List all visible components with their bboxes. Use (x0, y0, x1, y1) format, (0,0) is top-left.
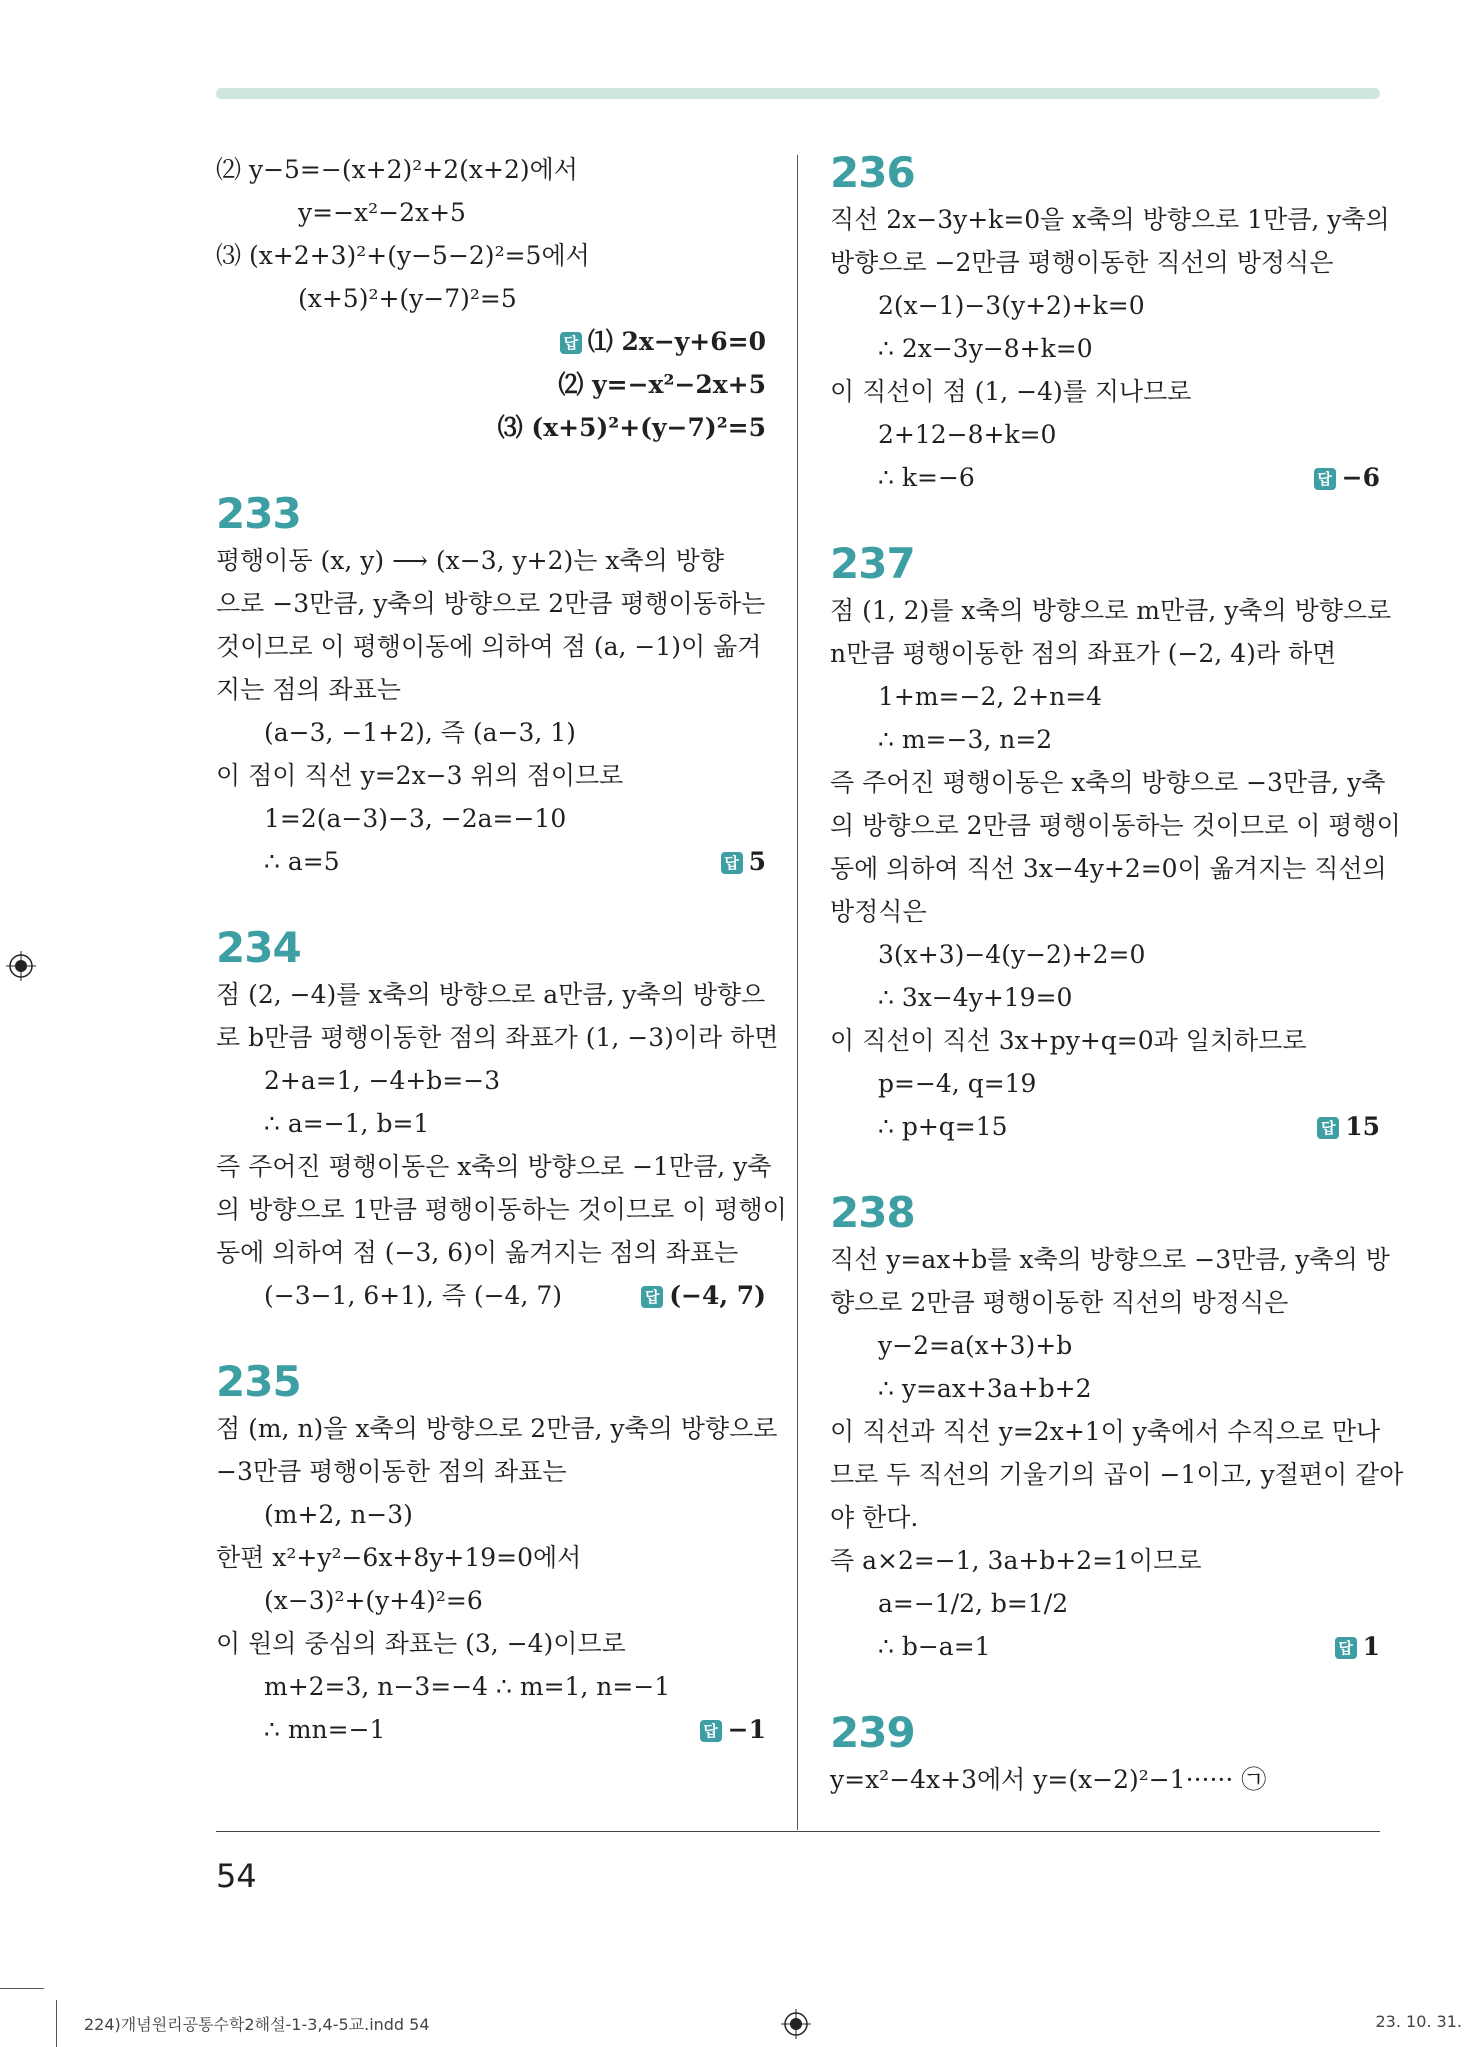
answer-tag: 답 (1335, 1637, 1357, 1659)
solution-line (216, 1665, 766, 1708)
line-text: 즉 주어진 평행이동은 x축의 방향으로 −1만큼, y축 (216, 1152, 772, 1181)
solution-line (216, 277, 766, 320)
answer-tag: 답 (1314, 468, 1336, 490)
column-divider (797, 155, 798, 1830)
answer-value: −1 (727, 1715, 766, 1744)
answer-tag: 답 (560, 332, 582, 354)
solution-line (830, 890, 1380, 933)
solution-line (830, 198, 1390, 241)
problem-number: 236 (830, 148, 915, 197)
line-text: (x+5)²+(y−7)²=5 (298, 284, 517, 313)
solution-line (830, 413, 1380, 456)
line-text: p=−4, q=19 (878, 1069, 1037, 1098)
solution-line (216, 797, 766, 840)
answer-tag: 답 (721, 852, 743, 874)
line-text: 의 방향으로 2만큼 평행이동하는 것이므로 이 평행이 (830, 811, 1401, 840)
answer-box (721, 840, 766, 883)
solution-line (830, 1758, 1380, 1801)
line-text: 향으로 2만큼 평행이동한 직선의 방정식은 (830, 1288, 1289, 1317)
answer-box (1335, 1625, 1380, 1668)
solution-line (216, 1622, 766, 1665)
solution-line (830, 456, 1380, 499)
solution-line (216, 1407, 778, 1450)
answer-text: ⑴ 2x−y+6=0 (587, 327, 766, 356)
footer-filename: 224)개념원리공통수학2해설-1-3,4-5교.indd 54 (84, 2015, 430, 2034)
line-text: ∴ 3x−4y+19=0 (878, 983, 1073, 1012)
line-text: 이 직선과 직선 y=2x+1이 y축에서 수직으로 만나 (830, 1417, 1381, 1446)
crop-mark (0, 1988, 44, 1989)
answer-text: ⑵ y=−x²−2x+5 (558, 370, 766, 399)
solution-line (830, 1019, 1380, 1062)
solution-line (216, 1016, 779, 1059)
bottom-rule (216, 1831, 1380, 1832)
answer-box (641, 1274, 766, 1317)
line-text: ∴ b−a=1 (878, 1632, 991, 1661)
line-text: ∴ m=−3, n=2 (878, 725, 1053, 754)
line-text: m+2=3, n−3=−4 ∴ m=1, n=−1 (264, 1672, 671, 1701)
solution-line (216, 1708, 766, 1751)
line-text: 1+m=−2, 2+n=4 (878, 682, 1103, 711)
line-text: 점 (1, 2)를 x축의 방향으로 m만큼, y축의 방향으로 (830, 596, 1392, 625)
solution-line (830, 284, 1380, 327)
solution-line (830, 1625, 1380, 1668)
answer-value: (−4, 7) (669, 1281, 766, 1310)
line-text: 이 직선이 점 (1, −4)를 지나므로 (830, 377, 1192, 406)
answer-value: 1 (1362, 1632, 1380, 1661)
answer-value: 5 (748, 847, 766, 876)
solution-line (216, 668, 766, 711)
solution-line (216, 973, 766, 1016)
answer-line (216, 363, 766, 406)
solution-line (216, 191, 766, 234)
solution-line (830, 976, 1380, 1019)
registration-mark-icon (6, 951, 36, 981)
line-text: 이 직선이 직선 3x+py+q=0과 일치하므로 (830, 1026, 1307, 1055)
solution-line (830, 804, 1401, 847)
line-text: ∴ a=5 (264, 847, 340, 876)
answer-tag: 답 (641, 1286, 663, 1308)
line-text: 이 원의 중심의 좌표는 (3, −4)이므로 (216, 1629, 626, 1658)
line-text: ⑵ y−5=−(x+2)²+2(x+2)에서 (216, 155, 578, 184)
solution-line (830, 1105, 1380, 1148)
line-text: ∴ 2x−3y−8+k=0 (878, 334, 1093, 363)
answer-box (1317, 1105, 1380, 1148)
solution-line (216, 840, 766, 883)
solution-line (830, 1453, 1404, 1496)
solution-line (830, 847, 1387, 890)
answer-box (1314, 456, 1380, 499)
solution-line (216, 1188, 787, 1231)
line-text: ⑶ (x+2+3)²+(y−5−2)²=5에서 (216, 241, 590, 270)
answer-text: ⑶ (x+5)²+(y−7)²=5 (497, 413, 766, 442)
solution-line (216, 1102, 766, 1145)
solution-line (216, 1059, 766, 1102)
line-text: (−3−1, 6+1), 즉 (−4, 7) (264, 1281, 563, 1310)
page-number: 54 (216, 1857, 257, 1895)
solution-line (830, 933, 1380, 976)
line-text: 평행이동 (x, y) ⟶ (x−3, y+2)는 x축의 방향 (216, 546, 724, 575)
answer-tag: 답 (700, 1720, 722, 1742)
line-text: 지는 점의 좌표는 (216, 675, 401, 704)
line-text: 점 (2, −4)를 x축의 방향으로 a만큼, y축의 방향으 (216, 980, 766, 1009)
solution-line (830, 327, 1380, 370)
line-text: 야 한다. (830, 1503, 919, 1532)
line-text: 므로 두 직선의 기울기의 곱이 −1이고, y절편이 같아 (830, 1460, 1404, 1489)
answer-line (216, 320, 766, 363)
line-text: ∴ p+q=15 (878, 1112, 1008, 1141)
solution-line (216, 582, 766, 625)
line-text: 동에 의하여 점 (−3, 6)이 옮겨지는 점의 좌표는 (216, 1238, 739, 1267)
solution-line (830, 1367, 1380, 1410)
solution-line (830, 1582, 1380, 1625)
solution-line (830, 761, 1386, 804)
line-text: 이 점이 직선 y=2x−3 위의 점이므로 (216, 761, 624, 790)
line-text: 즉 주어진 평행이동은 x축의 방향으로 −3만큼, y축 (830, 768, 1386, 797)
solution-line (830, 1496, 1380, 1539)
line-text: y−2=a(x+3)+b (878, 1331, 1073, 1360)
line-text: (m+2, n−3) (264, 1500, 413, 1529)
solution-line (216, 754, 766, 797)
line-text: 3(x+3)−4(y−2)+2=0 (878, 940, 1146, 969)
line-text: 로 b만큼 평행이동한 점의 좌표가 (1, −3)이라 하면 (216, 1023, 779, 1052)
registration-mark-icon (781, 2009, 811, 2039)
line-text: 2+a=1, −4+b=−3 (264, 1066, 501, 1095)
line-text: 의 방향으로 1만큼 평행이동하는 것이므로 이 평행이 (216, 1195, 787, 1224)
line-text: y=x²−4x+3에서 y=(x−2)²−1······ ㉠ (830, 1765, 1267, 1794)
line-text: n만큼 평행이동한 점의 좌표가 (−2, 4)라 하면 (830, 639, 1337, 668)
line-text: 방정식은 (830, 897, 927, 926)
line-text: 것이므로 이 평행이동에 의하여 점 (a, −1)이 옮겨 (216, 632, 762, 661)
solution-line (830, 370, 1380, 413)
solution-line (830, 1539, 1380, 1582)
solution-line (830, 241, 1380, 284)
solution-line (216, 1145, 772, 1188)
right-column (830, 148, 1404, 1801)
solution-line (830, 632, 1380, 675)
solution-line (216, 1493, 766, 1536)
solution-line (216, 1231, 766, 1274)
solution-line (830, 1062, 1380, 1105)
line-text: 2+12−8+k=0 (878, 420, 1057, 449)
line-text: (x−3)²+(y+4)²=6 (264, 1586, 483, 1615)
line-text: 동에 의하여 직선 3x−4y+2=0이 옮겨지는 직선의 (830, 854, 1387, 883)
line-text: 2(x−1)−3(y+2)+k=0 (878, 291, 1145, 320)
answer-value: −6 (1341, 463, 1380, 492)
section-gap (830, 1148, 1380, 1188)
line-text: 방향으로 −2만큼 평행이동한 직선의 방정식은 (830, 248, 1334, 277)
section-gap (830, 1668, 1380, 1708)
section-gap (216, 449, 766, 489)
line-text: 1=2(a−3)−3, −2a=−10 (264, 804, 567, 833)
left-column (216, 148, 787, 1751)
line-text: 직선 y=ax+b를 x축의 방향으로 −3만큼, y축의 방 (830, 1245, 1390, 1274)
solution-line (830, 1410, 1380, 1453)
solution-line (216, 711, 766, 754)
line-text: a=−1/2, b=1/2 (878, 1589, 1069, 1618)
crop-mark (56, 2000, 57, 2047)
solution-line (216, 148, 766, 191)
section-gap (830, 499, 1380, 539)
solution-line (830, 1324, 1380, 1367)
line-text: 한편 x²+y²−6x+8y+19=0에서 (216, 1543, 582, 1572)
problem-number: 239 (830, 1708, 915, 1757)
solution-line (216, 234, 766, 277)
line-text: 즉 a×2=−1, 3a+b+2=1이므로 (830, 1546, 1202, 1575)
footer-date: 23. 10. 31. (1375, 2012, 1462, 2031)
line-text: 직선 2x−3y+k=0을 x축의 방향으로 1만큼, y축의 (830, 205, 1390, 234)
line-text: 으로 −3만큼, y축의 방향으로 2만큼 평행이동하는 (216, 589, 766, 618)
problem-number: 238 (830, 1188, 915, 1237)
line-text: ∴ mn=−1 (264, 1715, 386, 1744)
solution-line (830, 1281, 1380, 1324)
solution-line (216, 1274, 766, 1317)
solution-line (216, 1579, 766, 1622)
solution-line (830, 718, 1380, 761)
top-decorative-bar (216, 88, 1380, 99)
section-gap (216, 883, 766, 923)
problem-number: 233 (216, 489, 301, 538)
line-text: ∴ y=ax+3a+b+2 (878, 1374, 1092, 1403)
problem-number: 237 (830, 539, 915, 588)
solution-line (216, 1450, 766, 1493)
answer-line (216, 406, 766, 449)
line-text: y=−x²−2x+5 (298, 198, 466, 227)
line-text: −3만큼 평행이동한 점의 좌표는 (216, 1457, 567, 1486)
problem-number: 235 (216, 1357, 301, 1406)
problem-number: 234 (216, 923, 301, 972)
answer-value: 15 (1345, 1112, 1380, 1141)
section-gap (216, 1317, 766, 1357)
line-text: 점 (m, n)을 x축의 방향으로 2만큼, y축의 방향으로 (216, 1414, 778, 1443)
line-text: ∴ k=−6 (878, 463, 975, 492)
solution-line (216, 625, 766, 668)
solution-line (216, 539, 766, 582)
solution-line (216, 1536, 766, 1579)
line-text: (a−3, −1+2), 즉 (a−3, 1) (264, 718, 576, 747)
solution-line (830, 675, 1380, 718)
solution-line (830, 589, 1392, 632)
answer-box (700, 1708, 766, 1751)
solution-line (830, 1238, 1390, 1281)
line-text: ∴ a=−1, b=1 (264, 1109, 430, 1138)
answer-tag: 답 (1317, 1117, 1339, 1139)
